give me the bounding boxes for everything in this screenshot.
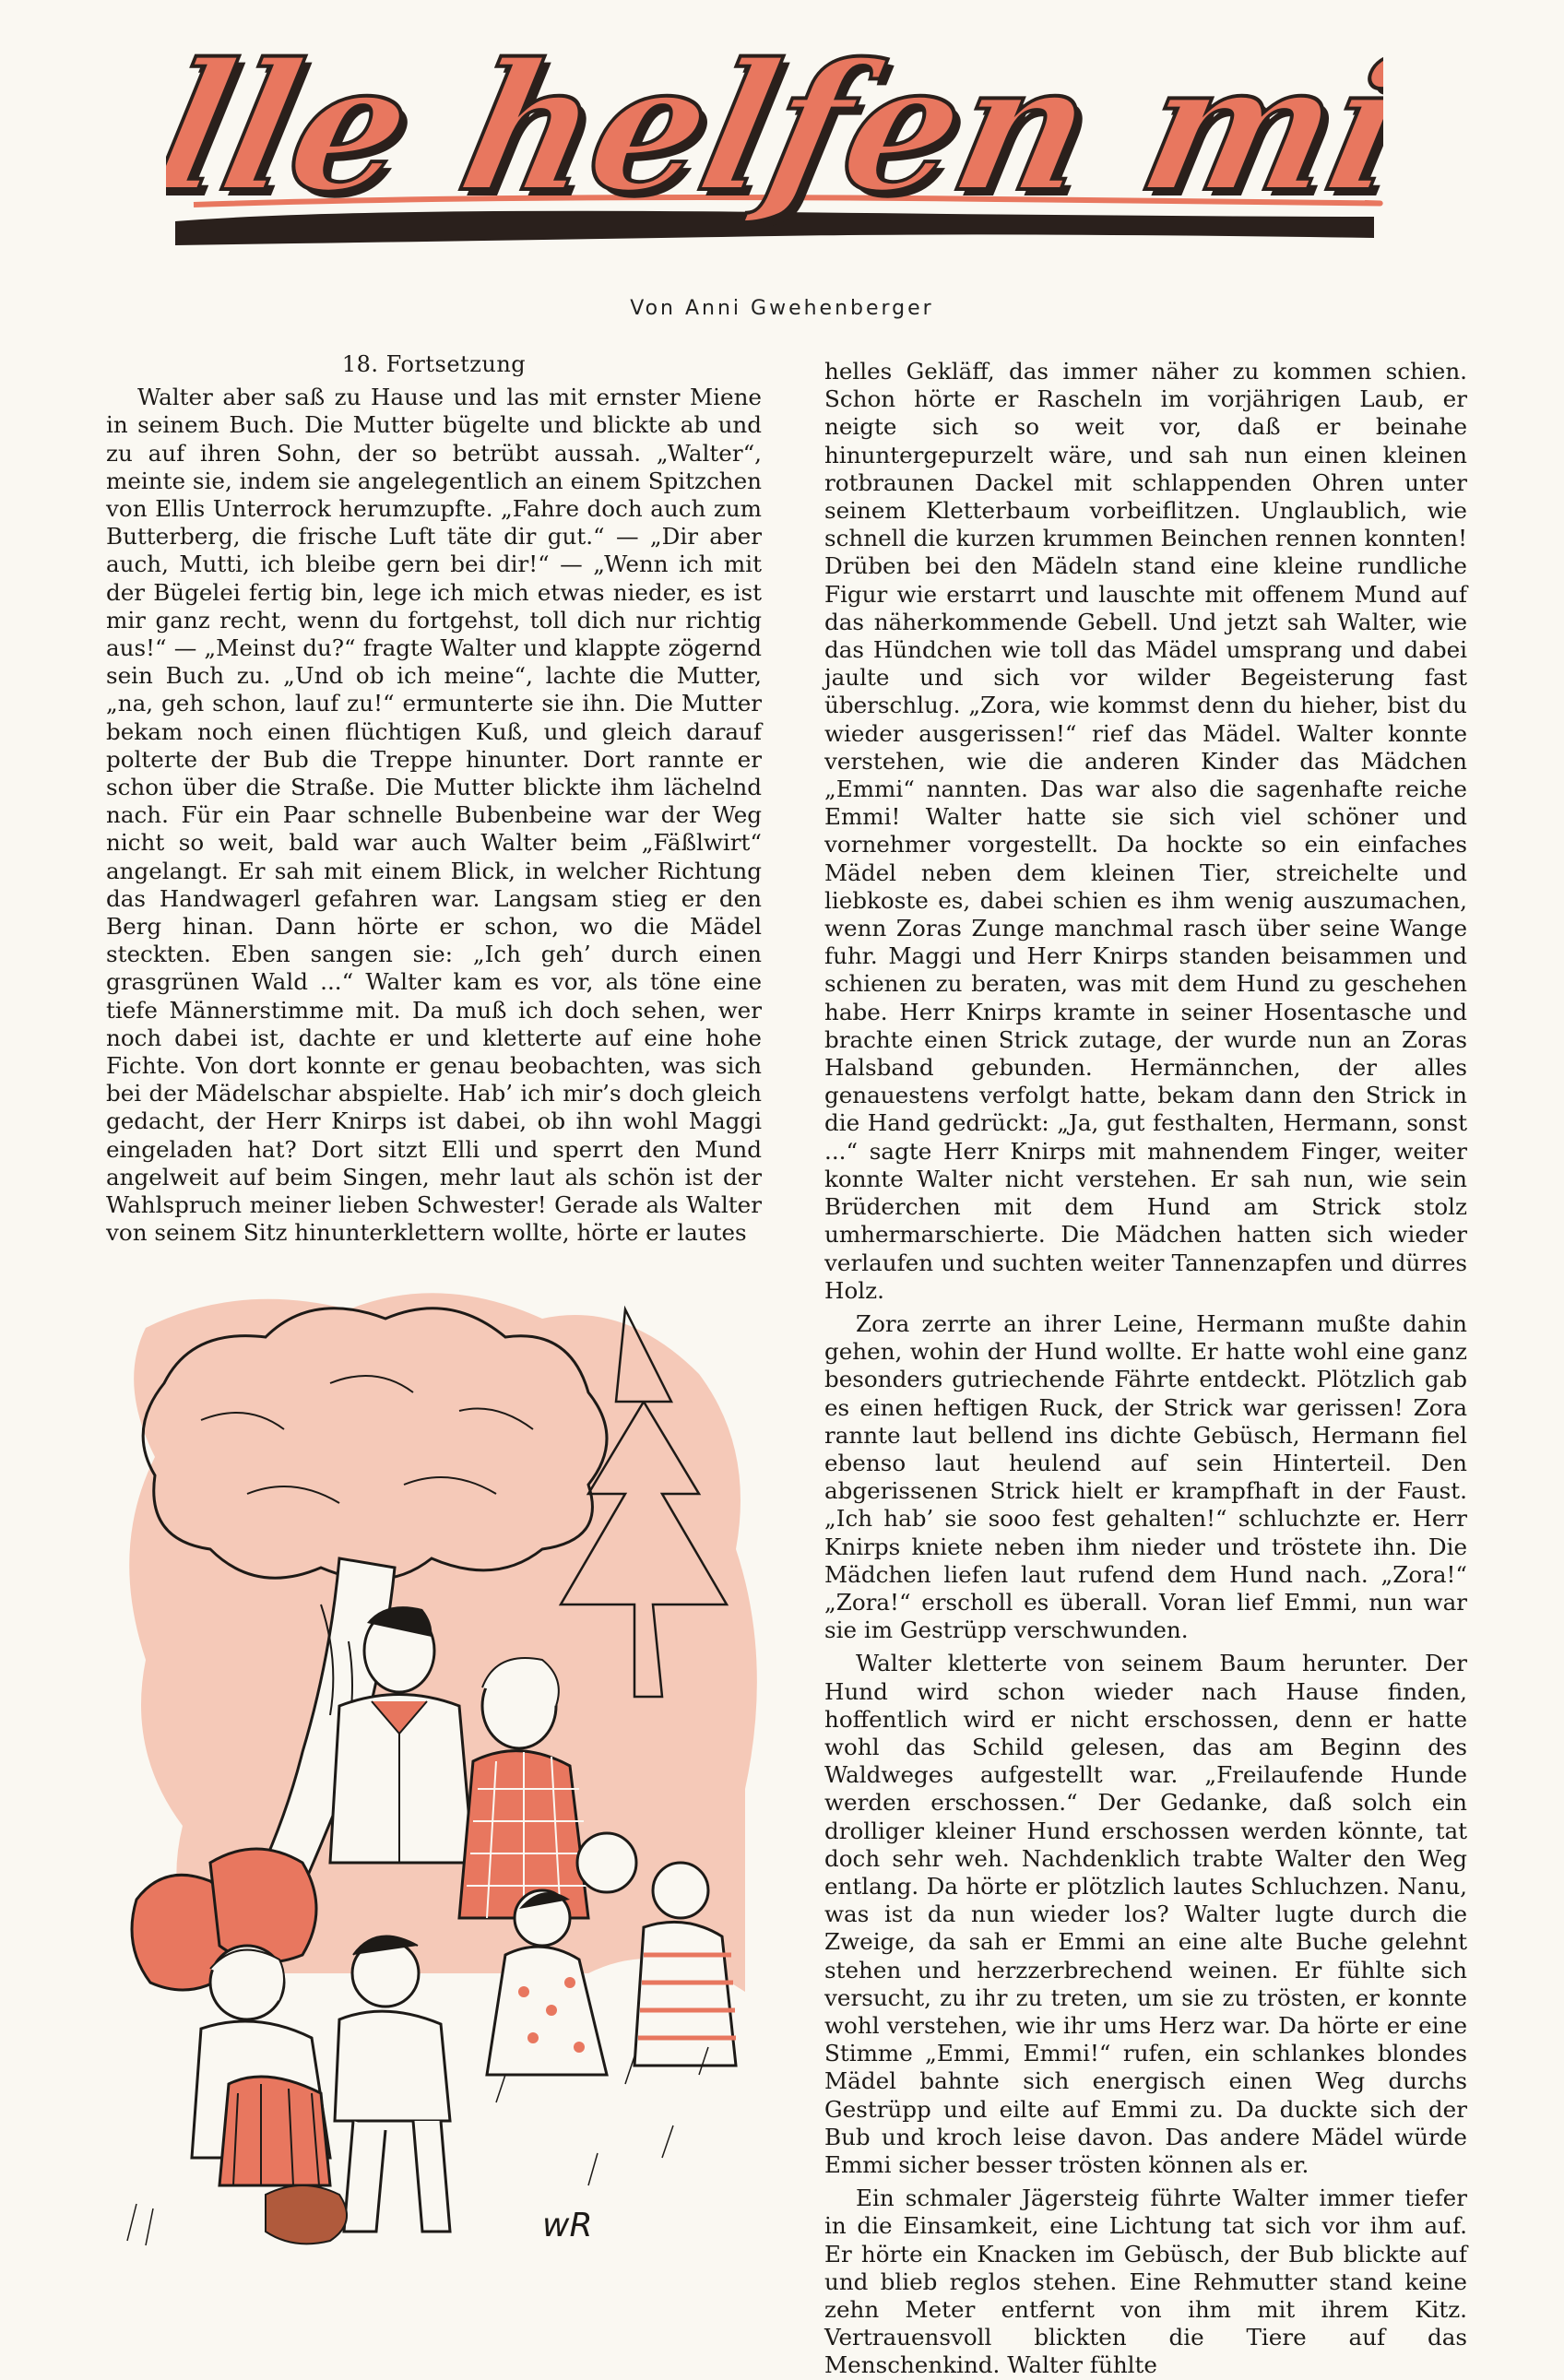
title-shadow: Alle helfen mit bbox=[166, 31, 1383, 238]
paragraph: Ein schmaler Jägersteig führte Walter immer tiefer in die Einsamkeit, eine Lichtung tat sich vor ihm auf. Er hörte ein Knacken im Gebüsch, der Bub blickte auf und blieb reglos stehen. Eine Rehmutter stand keine zehn Meter entfernt von ihm mit ihrem Kitz. Vertrauensvoll blickten die Tiere auf das Menschenkind. Walter fühlte bbox=[824, 2185, 1467, 2379]
title-lettering bbox=[166, 28, 1383, 277]
left-text-column bbox=[106, 350, 762, 1248]
byline: Von Anni Gwehenberger bbox=[630, 297, 934, 320]
right-text-column bbox=[824, 358, 1467, 2380]
title-text: Alle helfen mit bbox=[166, 28, 1383, 231]
illustrator-signature: wR bbox=[542, 2207, 593, 2244]
masthead-title bbox=[166, 28, 1383, 277]
part-heading: 18. Fortsetzung bbox=[341, 351, 527, 377]
illustration-drawing bbox=[109, 1273, 782, 2268]
paragraph: helles Gekläff, das immer näher zu kommen schien. Schon hörte er Rascheln im vorjährigen Laub, er neigte sich so weit vor, daß er beinahe hinuntergepurzelt wäre, und sah nun einen kleinen rotbraunen Dackel mit schlappenden Ohren unter seinem Kletterbaum vorbeiflitzen. Unglaublich, wie schnell die kurzen krummen Beinchen rennen konnten! Drüben bei den Mädeln stand eine kleine rundliche Figur wie erstarrt und lauschte mit offenem Mund auf das näherkommende Gebell. Und jetzt sah Walter, wie das Hündchen wie toll das Mädel umsprang und dabei jaulte und sich vor wilder Begeisterung fast überschlug. „Zora, wie kommst denn du hieher, bist du wieder ausgerissen!“ rief das Mädel. Walter konnte verstehen, wie die anderen Kinder das Mädchen „Emmi“ nannten. Das war also die sagenhafte reiche Emmi! Walter hatte sie sich viel schöner und vornehmer vorgestellt. Da hockte so ein einfaches Mädel neben dem kleinen Tier, streichelte und liebkoste es, dabei schien es ihm wenig auszumachen, wenn Zoras Zunge manchmal rasch über seine Wange fuhr. Maggi und Herr Knirps standen beisammen und schienen zu beraten, was mit dem Hund zu geschehen habe. Herr Knirps kramte in seiner Hosentasche und brachte einen Strick zutage, der wurde nun an Zoras Halsband gebunden. Hermännchen, der alles genauestens verfolgt hatte, bekam dann den Strick in die Hand gedrückt: „Ja, gut festhalten, Hermann, sonst ...“ sagte Herr Knirps mit mahnendem Finger, weiter konnte Walter nicht verstehen. Er sah nun, wie sein Brüderchen mit dem Hund am Strick stolz umhermarschierte. Die Mädchen hatten sich wieder verlaufen und suchten weiter Tannenzapfen und dürres Holz. bbox=[824, 358, 1467, 1304]
paragraph: Walter aber saß zu Hause und las mit ernster Miene in seinem Buch. Die Mutter bügelte und blickte ab und zu auf ihren Sohn, der so betrübt aussah. „Walter“, meinte sie, indem sie angelegentlich an einem Spitzchen von Ellis Unterrock herumzupfte. „Fahre doch auch zum Butterberg, die frische Luft täte dir gut.“ — „Dir aber auch, Mutti, ich bleibe gern bei dir!“ — „Wenn ich mit der Bügelei fertig bin, lege ich mich etwas nieder, es ist mir ganz recht, wenn du fortgehst, toll dich nur richtig aus!“ — „Meinst du?“ fragte Walter und klappte zögernd sein Buch zu. „Und ob ich meine“, lachte die Mutter, „na, geh schon, lauf zu!“ ermunterte sie ihn. Die Mutter bekam noch einen flüchtigen Kuß, und gleich darauf polterte der Bub die Treppe hinunter. Dort rannte er schon über die Straße. Die Mutter blickte ihm lächelnd nach. Für ein Paar schnelle Bubenbeine war der Weg nicht so weit, bald war auch Walter beim „Fäßlwirt“ angelangt. Er sah mit einem Blick, in welcher Richtung das Handwagerl gefahren war. Langsam stieg er den Berg hinan. Dann hörte er schon, wo die Mädel steckten. Eben sangen sie: „Ich geh’ durch einen grasgrünen Wald ...“ Walter kam es vor, als töne eine tiefe Männerstimme mit. Da muß ich doch sehen, wer noch dabei ist, dachte er und kletterte auf eine hohe Fichte. Von dort konnte er genau beobachten, was sich bei der Mädelschar abspielte. Hab’ ich mir’s doch gleich gedacht, der Herr Knirps ist dabei, ob ihn wohl Maggi eingeladen hat? Dort sitzt Elli und sperrt den Mund angelweit auf beim Singen, mehr laut als schön ist der Wahlspruch meiner lieben Schwester! Gerade als Walter von seinem Sitz hinunterklettern wollte, hörte er lautes bbox=[106, 384, 762, 1247]
illustration-forest-group bbox=[109, 1273, 782, 2268]
paragraph: Walter kletterte von seinem Baum herunter. Der Hund wird schon wieder nach Hause finden, hoffentlich wird er nicht erschossen, denn er hatte wohl das Schild gelesen, das am Beginn des Waldweges aufgestellt war. „Freilaufende Hunde werden erschossen.“ Der Gedanke, daß solch ein drolliger kleiner Hund erschossen werden könnte, tat doch sehr weh. Nachdenklich trabte Walter den Weg entlang. Da hörte er plötzlich lautes Schluchzen. Nanu, was ist da nun wieder los? Walter lugte durch die Zweige, da sah er Emmi an eine alte Buche gelehnt stehen und herzzerbrechend weinen. Er fühlte sich versucht, zu ihr zu treten, um sie zu trösten, er konnte wohl verstehen, wie ihr ums Herz war. Da hörte er eine Stimme „Emmi, Emmi!“ rufen, ein schlankes blondes Mädel bahnte sich energisch einen Weg durchs Gestrüpp und eilte auf Emmi zu. Da duckte sich der Bub und kroch leise davon. Das andere Mädel würde Emmi sicher besser trösten können als er. bbox=[824, 1650, 1467, 2178]
paragraph: Zora zerrte an ihrer Leine, Hermann mußte dahin gehen, wohin der Hund wollte. Er hatte wohl eine ganz besonders gutriechende Fährte entdeckt. Plötzlich gab es einen heftigen Ruck, der Strick war gerissen! Zora rannte laut bellend ins dichte Gebüsch, Hermann fiel ebenso laut heulend auf sein Hinterteil. Den abgerissenen Strick hielt er krampfhaft in der Faust. „Ich hab’ sie sooo fest gehalten!“ schluchzte er. Herr Knirps kniete neben ihm nieder und tröstete ihn. Die Mädchen liefen laut rufend dem Hund nach. „Zora!“ „Zora!“ erscholl es überall. Voran lief Emmi, nun war sie im Gestrüpp verschwunden. bbox=[824, 1309, 1467, 1644]
